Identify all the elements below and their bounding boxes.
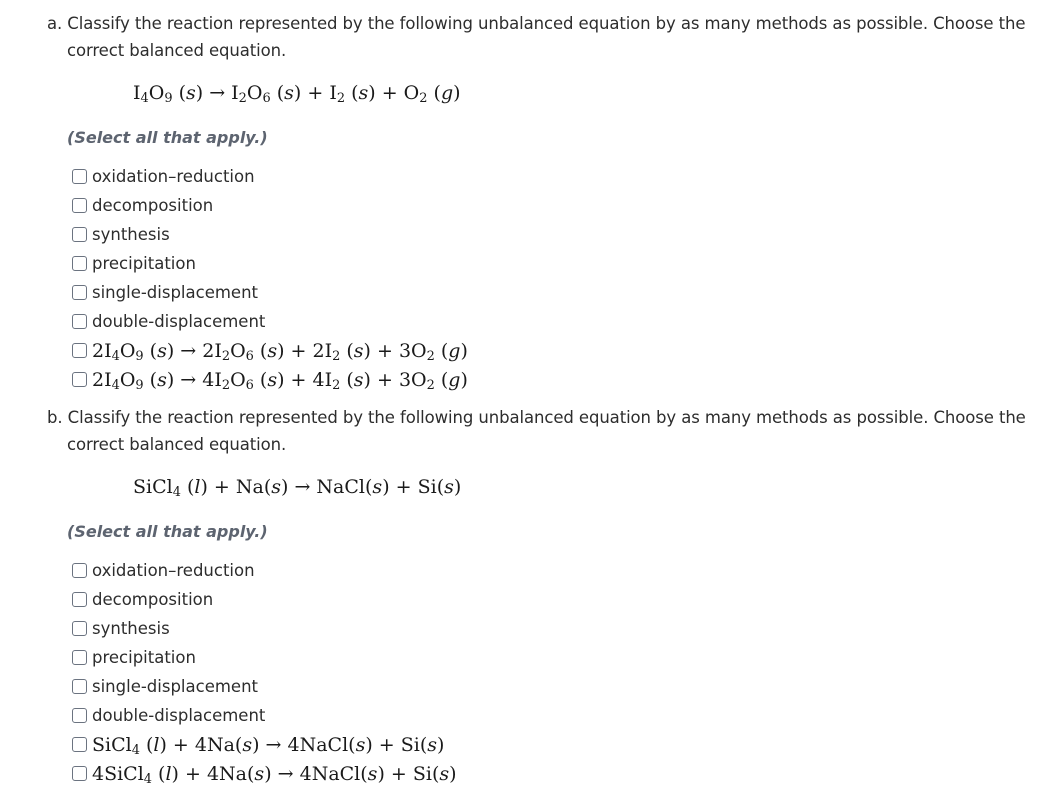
- option-equation: 4SiCl$_4$ (l) + 4Na(s) → 4NaCl(s) + Si(s): [92, 762, 457, 787]
- question-a-equation: $I_4O_9$ $(s) \to I_2O_6$ $(s) + I_2$ $(s) + O_2$ (g): [133, 82, 461, 107]
- option-label: single-displacement: [92, 283, 258, 302]
- checkbox[interactable]: [72, 766, 87, 781]
- option-label: oxidation–reduction: [92, 167, 255, 186]
- checkbox[interactable]: [72, 256, 87, 271]
- question-a-option[interactable]: [72, 191, 468, 220]
- question-b-option[interactable]: [72, 643, 457, 672]
- question-a-prompt: [47, 10, 1027, 64]
- checkbox[interactable]: [72, 708, 87, 723]
- option-label: decomposition: [92, 196, 214, 215]
- question-b-option[interactable]: [72, 759, 457, 788]
- option-equation: $2I_4O_9$ $(s) \to 4I_2O_6$ $(s) + 4I_2$ $(s) + 3O_2$ (g): [92, 368, 468, 393]
- option-label: single-displacement: [92, 677, 258, 696]
- checkbox[interactable]: [72, 737, 87, 752]
- question-a-option[interactable]: [72, 220, 468, 249]
- question-a-options: [72, 162, 468, 394]
- option-label: decomposition: [92, 590, 214, 609]
- question-a-prompt-line1: a. Classify the reaction represented by the following unbalanced equation by as many methods as possible. Choose the: [47, 14, 1026, 33]
- question-a-select-note: (Select all that apply.): [67, 128, 268, 147]
- question-b-equation: SiCl$_4$ (l) + Na(s) → NaCl(s) + Si(s): [133, 476, 462, 501]
- question-b-option[interactable]: [72, 585, 457, 614]
- option-label: oxidation–reduction: [92, 561, 255, 580]
- question-b-option[interactable]: [72, 701, 457, 730]
- checkbox[interactable]: [72, 227, 87, 242]
- checkbox[interactable]: [72, 198, 87, 213]
- question-b-option[interactable]: [72, 614, 457, 643]
- question-b: [47, 404, 1027, 794]
- checkbox[interactable]: [72, 314, 87, 329]
- checkbox[interactable]: [72, 343, 87, 358]
- question-b-option[interactable]: [72, 730, 457, 759]
- option-label: synthesis: [92, 619, 170, 638]
- checkbox[interactable]: [72, 679, 87, 694]
- checkbox[interactable]: [72, 621, 87, 636]
- question-a: [47, 10, 1027, 400]
- question-b-prompt-line2: correct balanced equation.: [67, 435, 287, 454]
- question-a-option[interactable]: [72, 336, 468, 365]
- checkbox[interactable]: [72, 372, 87, 387]
- question-a-option[interactable]: [72, 162, 468, 191]
- option-equation: $2I_4O_9$ $(s) \to 2I_2O_6$ $(s) + 2I_2$ $(s) + 3O_2$ (g): [92, 339, 468, 364]
- option-label: precipitation: [92, 648, 196, 667]
- question-a-option[interactable]: [72, 278, 468, 307]
- checkbox[interactable]: [72, 650, 87, 665]
- option-label: double-displacement: [92, 706, 266, 725]
- question-a-option[interactable]: [72, 307, 468, 336]
- checkbox[interactable]: [72, 563, 87, 578]
- question-a-option[interactable]: [72, 365, 468, 394]
- question-b-options: [72, 556, 457, 788]
- option-label: double-displacement: [92, 312, 266, 331]
- checkbox[interactable]: [72, 169, 87, 184]
- question-b-option[interactable]: [72, 672, 457, 701]
- option-equation: SiCl$_4$ (l) + 4Na(s) → 4NaCl(s) + Si(s): [92, 733, 445, 758]
- option-label: precipitation: [92, 254, 196, 273]
- option-label: synthesis: [92, 225, 170, 244]
- checkbox[interactable]: [72, 285, 87, 300]
- question-b-prompt: [47, 404, 1027, 458]
- checkbox[interactable]: [72, 592, 87, 607]
- question-a-prompt-line2: correct balanced equation.: [67, 41, 287, 60]
- question-a-option[interactable]: [72, 249, 468, 278]
- question-b-select-note: (Select all that apply.): [67, 522, 268, 541]
- question-b-prompt-line1: b. Classify the reaction represented by the following unbalanced equation by as many methods as possible. Choose the: [47, 408, 1026, 427]
- question-b-option[interactable]: [72, 556, 457, 585]
